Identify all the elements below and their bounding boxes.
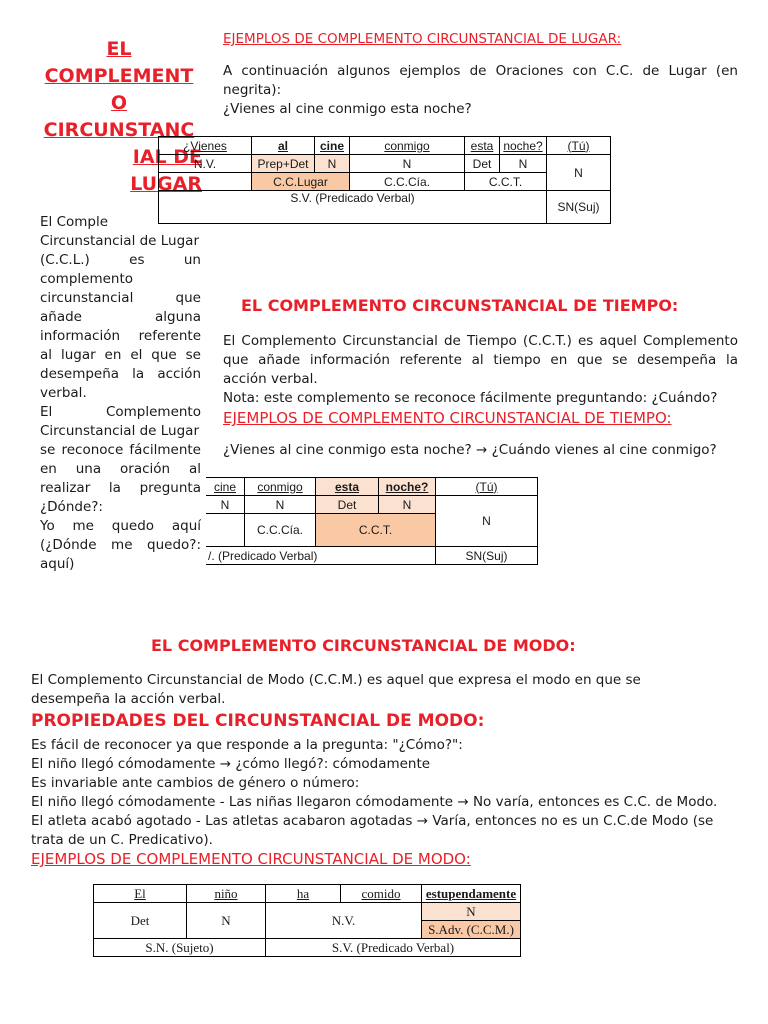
modo-properties-heading: PROPIEDADES DEL CIRCUNSTANCIAL DE MODO: [31,711,485,731]
table-cell [159,173,252,191]
table-cell: C.C.Lugar [252,173,350,191]
table-cell: Det [316,496,379,514]
modo-heading: EL COMPLEMENTO CIRCUNSTANCIAL DE MODO: [151,636,576,655]
table-cell: N [206,496,245,514]
table-header: cine [315,137,350,155]
table-header: noche? [500,137,547,155]
table-header: conmigo [350,137,465,155]
table-cell: N [436,496,538,547]
lugar-intro: A continuación algunos ejemplos de Oraciones con C.C. de Lugar (en negrita): ¿Vienes al cine conmigo esta noche? [223,63,738,117]
table-cell: N [422,903,521,921]
table-cell: C.C.Cía. [350,173,465,191]
table-header: comido [341,885,422,903]
table-cell: N.V. [266,903,422,939]
table-cell: N [379,496,436,514]
table-header: niño [187,885,266,903]
table-cell: Prep+Det [252,155,315,173]
table-cell: N [187,903,266,939]
table-cell: SN(Suj) [547,191,611,224]
table-header: esta [316,478,379,496]
table-cell: N [315,155,350,173]
table-cell: N [500,155,547,173]
table-header: El [94,885,187,903]
lugar-side-paragraph: El Comple Circunstancial de Lugar (C.C.L.) es un complemento circunstancial que añade alguna información referente al lugar en el que se desempeña la acción verbal. El Complemento Circunstancial de Lugar se reconoce fácilmente en una oración al realizar la pregunta ¿Dónde?: Yo me quedo aquí (¿Dónde me quedo?: aquí) [40,214,201,572]
table-cell: S.Adv. (C.C.M.) [422,921,521,939]
lugar-title: EL COMPLEMENT O CIRCUNSTANC IAL DE LUGAR [43,38,202,195]
table-cell: C.C.Cía. [245,514,316,547]
table-cell: Det [465,155,500,173]
table-cell: C.C.T. [316,514,436,547]
modo-examples-heading: EJEMPLOS DE COMPLEMENTO CIRCUNSTANCIAL DE MODO: [31,850,471,868]
tiempo-example: ¿Vienes al cine conmigo esta noche? → ¿Cuándo vienes al cine conmigo? [223,442,717,458]
table-header: (Tú) [547,137,611,155]
lugar-examples-heading: EJEMPLOS DE COMPLEMENTO CIRCUNSTANCIAL DE LUGAR: [223,31,622,47]
table-cell: Det [94,903,187,939]
table-cell: S.N. (Sujeto) [94,939,266,957]
tiempo-analysis-table [206,477,538,565]
lugar-analysis-table [158,136,611,224]
modo-properties: Es fácil de reconocer ya que responde a la pregunta: "¿Cómo?": El niño llegó cómodamente → ¿cómo llegó?: cómodamente Es invariable ante cambios de género o número: El niño llegó cómodamente - Las niñas llegaron cómodamente → No varía, entonces es C.C. de Modo. El atleta acabó agotado - Las atletas acabaron agotadas → Varía, entonces no es un C.C.de Modo (se trata de un C. Predicativo). [31,737,718,848]
table-header: conmigo [245,478,316,496]
table-header: cine [206,478,245,496]
modo-analysis-table [93,884,521,957]
table-cell: C.C.T. [465,173,547,191]
table-header: ¿Vienes [159,137,252,155]
table-header: (Tú) [436,478,538,496]
table-header: ha [266,885,341,903]
table-header: noche? [379,478,436,496]
table-cell: N [547,155,611,191]
tiempo-paragraph: El Complemento Circunstancial de Tiempo (C.C.T.) es aquel Complemento que añade información referente al tiempo en que se desempeña la acción verbal. Nota: este complemento se reconoce fácilmente preguntando: ¿Cuándo? [223,333,738,406]
table-cell [206,514,245,547]
table-cell: N.V. [159,155,252,173]
table-cell: /. (Predicado Verbal) [206,547,436,565]
table-cell: S.V. (Predicado Verbal) [159,191,547,224]
table-cell: S.V. (Predicado Verbal) [266,939,521,957]
tiempo-examples-heading: EJEMPLOS DE COMPLEMENTO CIRCUNSTANCIAL DE TIEMPO: [223,409,672,427]
table-cell: N [245,496,316,514]
table-cell: N [350,155,465,173]
table-header: estupendamente [422,885,521,903]
tiempo-heading: EL COMPLEMENTO CIRCUNSTANCIAL DE TIEMPO: [241,296,679,315]
table-header: esta [465,137,500,155]
table-header: al [252,137,315,155]
table-cell: SN(Suj) [436,547,538,565]
modo-paragraph: El Complemento Circunstancial de Modo (C.C.M.) es aquel que expresa el modo en que se desempeña la acción verbal. [31,672,641,707]
